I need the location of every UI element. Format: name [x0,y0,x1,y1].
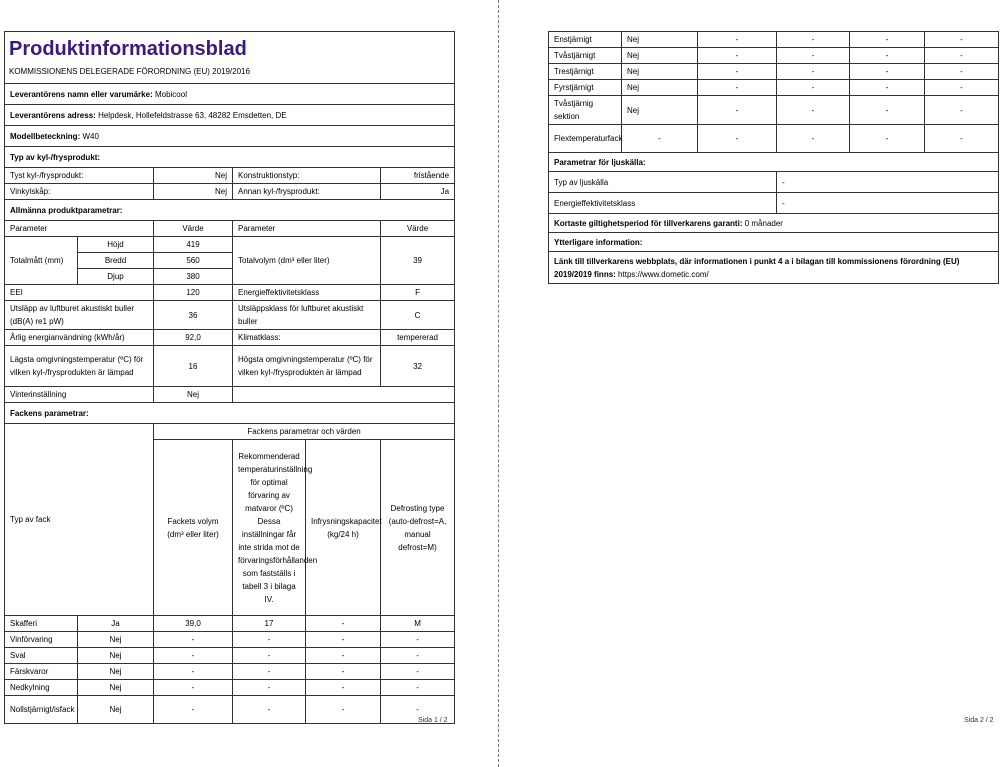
winter-setting-label: Vinterinställning [5,387,154,403]
compartment-volume: - [154,680,233,696]
compartment-name: Tvåstjärnigt [549,48,622,64]
manufacturer-link-row [549,252,999,284]
model-label: Modellbeteckning: [10,131,81,141]
dimensions-label: Totalmått (mm) [5,237,78,285]
total-volume-value: 39 [381,237,455,285]
compartment-temp: - [233,648,306,664]
compartment-name: Nedkylning [5,680,78,696]
compartment-name: Färskvaror [5,664,78,680]
compartment-freeze: - [306,696,381,724]
page-divider [498,0,499,767]
guarantee-row [549,214,999,233]
compartment-params-heading: Fackens parametrar: [5,403,455,424]
additional-info-label: Ytterligare information: [549,233,999,252]
noise-label: Utsläpp av luftburet akustiskt buller (dB(A) re1 pW) [5,301,154,330]
col-temp-header: Rekommenderad temperaturinställning för optimal förvaring av matvaror (ºC) Dessa inställningar får inte strida mot de förvaringsförhållanden som fastställs i tabell 3 i bilaga IV. [233,440,306,616]
energy-class-label: Energieffektivitetsklass [233,285,381,301]
compartment-defrost: - [381,664,455,680]
other-appliance-value: Ja [381,184,455,200]
design-type-value: fristående [381,168,455,184]
compartment-temp: - [233,664,306,680]
depth-label: Djup [78,269,154,285]
min-temp-value: 16 [154,346,233,387]
compartment-present: Nej [622,80,698,96]
compartment-name: Nollstjärnigt/isfack [5,696,78,724]
compartment-volume: - [154,696,233,724]
compartment-value: - [777,125,850,153]
compartment-freeze: - [306,616,381,632]
light-class-label: Energieffektivitetsklass [549,193,777,214]
compartment-value: - [777,96,850,125]
table-row [549,48,999,64]
energy-class-value: F [381,285,455,301]
product-type-heading: Typ av kyl-/frysprodukt: [5,147,455,168]
col-defrost-header: Defrosting type (auto-defrost=A, manual defrost=M) [381,440,455,616]
light-class-value: - [777,193,999,214]
compartment-present: Nej [622,64,698,80]
compartment-volume: - [154,632,233,648]
compartment-freeze: - [306,632,381,648]
col-freeze-header: Infrysningskapacitet (kg/24 h) [306,440,381,616]
noise-class-value: C [381,301,455,330]
compartment-value: - [777,80,850,96]
compartment-freeze: - [306,648,381,664]
noise-value: 36 [154,301,233,330]
value-header-right: Värde [381,221,455,237]
product-info-table-1 [4,31,455,724]
compartment-volume: - [154,648,233,664]
compartment-defrost: - [381,696,455,724]
compartment-name: Flextemperaturfack [549,125,622,153]
compartment-present: Nej [622,48,698,64]
compartment-temp: - [233,696,306,724]
compartment-freeze: - [306,680,381,696]
compartment-defrost: - [381,648,455,664]
value-header-left: Värde [154,221,233,237]
page-2 [530,0,1000,767]
table-row [549,125,999,153]
model-value: W40 [82,131,99,141]
light-source-heading: Parametrar för ljuskälla: [549,153,999,172]
compartment-present: Nej [622,32,698,48]
table-row [549,64,999,80]
table-row [5,632,455,648]
compartment-value: - [925,64,999,80]
winter-setting-value: Nej [154,387,233,403]
max-temp-value: 32 [381,346,455,387]
compartment-value: - [925,32,999,48]
wine-cabinet-value: Nej [154,184,233,200]
supplier-address-value: Helpdesk, Hollefeldstrasse 63, 48282 Emsdetten, DE [98,110,287,120]
compartment-temp: - [233,632,306,648]
min-temp-label: Lägsta omgivningstemperatur (ºC) för vilken kyl-/frysprodukten är lämpad [5,346,154,387]
compartment-value: - [698,96,777,125]
design-type-label: Konstruktionstyp: [233,168,381,184]
compartment-value: - [925,48,999,64]
annual-energy-value: 92,0 [154,330,233,346]
other-appliance-label: Annan kyl-/frysprodukt: [233,184,381,200]
light-type-value: - [777,172,999,193]
compartment-value: - [698,32,777,48]
width-label: Bredd [78,253,154,269]
compartment-params-header: Fackens parametrar och värden [154,424,455,440]
general-params-heading: Allmänna produktparametrar: [5,200,455,221]
compartment-value: - [698,80,777,96]
compartment-name: Fyrstjärnigt [549,80,622,96]
depth-value: 380 [154,269,233,285]
manufacturer-link-label: Länk till tillverkarens webbplats, där informationen i punkt 4 a i bilagan till kommissionens förordning (EU) 2019/2019 finns: [554,256,960,279]
winter-setting-empty [233,387,455,403]
compartment-value: - [698,64,777,80]
table-row [5,696,455,724]
total-volume-label: Totalvolym (dm³ eller liter) [233,237,381,285]
guarantee-value: 0 månader [744,218,783,228]
compartment-name: Sval [5,648,78,664]
compartment-value: - [777,32,850,48]
compartment-name: Vinförvaring [5,632,78,648]
compartment-volume: - [154,664,233,680]
compartment-value: - [777,64,850,80]
height-label: Höjd [78,237,154,253]
eei-value: 120 [154,285,233,301]
compartment-value: - [850,48,925,64]
compartment-name: Enstjärnigt [549,32,622,48]
wine-cabinet-label: Vinkylskåp: [5,184,154,200]
compartment-present: Nej [78,648,154,664]
compartment-present: Nej [622,96,698,125]
width-value: 560 [154,253,233,269]
compartment-temp: 17 [233,616,306,632]
page-1-footer: Sida 1 / 2 [418,717,448,724]
compartment-value: - [850,80,925,96]
compartment-value: - [850,96,925,125]
table-row [549,80,999,96]
low-noise-label: Tyst kyl-/frysprodukt: [5,168,154,184]
guarantee-label: Kortaste giltighetsperiod för tillverkarens garanti: [554,218,743,228]
compartment-defrost: - [381,632,455,648]
compartment-present: Ja [78,616,154,632]
supplier-name-value: Mobicool [154,89,187,99]
manufacturer-link-value[interactable]: https://www.dometic.com/ [618,269,709,279]
table-row [549,96,999,125]
compartment-freeze: - [306,664,381,680]
compartment-present: Nej [78,664,154,680]
compartment-name: Skafferi [5,616,78,632]
compartment-value: - [925,80,999,96]
compartment-value: - [850,64,925,80]
table-row [5,664,455,680]
compartment-value: - [698,125,777,153]
compartment-value: - [698,48,777,64]
compartment-value: - [925,96,999,125]
compartment-defrost: M [381,616,455,632]
compartment-name: Trestjärnigt [549,64,622,80]
compartment-present: Nej [78,632,154,648]
compartment-value: - [850,32,925,48]
supplier-name-label: Leverantörens namn eller varumärke: [10,89,153,99]
eei-label: EEI [5,285,154,301]
compartment-present: Nej [78,680,154,696]
light-type-label: Typ av ljuskälla [549,172,777,193]
page-title: Produktinformationsblad [5,32,455,64]
regulation-text: KOMMISSIONENS DELEGERADE FÖRORDNING (EU) 2019/2016 [5,63,455,84]
table-row [5,616,455,632]
model-row [5,126,455,147]
climate-class-label: Klimatklass: [233,330,381,346]
compartment-value: - [925,125,999,153]
compartment-name: Tvåstjärnig sektion [549,96,622,125]
page-1 [0,0,470,767]
table-row [5,680,455,696]
annual-energy-label: Årlig energianvändning (kWh/år) [5,330,154,346]
compartment-temp: - [233,680,306,696]
param-header-right: Parameter [233,221,381,237]
supplier-name-row [5,84,455,105]
page-2-footer: Sida 2 / 2 [964,717,994,724]
low-noise-value: Nej [154,168,233,184]
col-volume-header: Fackets volym (dm³ eller liter) [154,440,233,616]
compartment-volume: 39,0 [154,616,233,632]
supplier-address-row [5,105,455,126]
height-value: 419 [154,237,233,253]
param-header-left: Parameter [5,221,154,237]
max-temp-label: Högsta omgivningstemperatur (ºC) för vilken kyl-/frysprodukten är lämpad [233,346,381,387]
table-row [5,648,455,664]
noise-class-label: Utsläppsklass för luftburet akustiskt buller [233,301,381,330]
compartment-value: - [777,48,850,64]
climate-class-value: tempererad [381,330,455,346]
product-info-table-2 [548,31,999,284]
compartment-value: - [850,125,925,153]
table-row [549,32,999,48]
compartment-present: Nej [78,696,154,724]
compartment-present: - [622,125,698,153]
compartment-type-label: Typ av fack [5,424,154,616]
compartment-defrost: - [381,680,455,696]
supplier-address-label: Leverantörens adress: [10,110,96,120]
